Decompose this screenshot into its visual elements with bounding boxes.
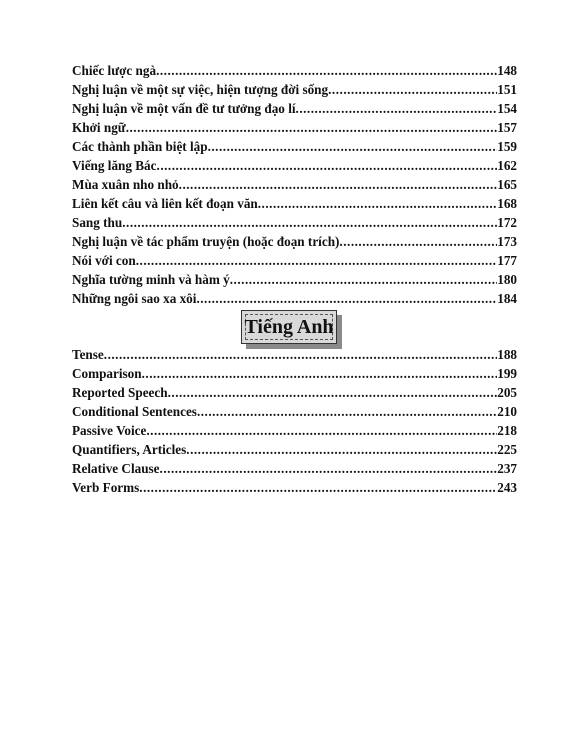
dot-leader [139,480,497,496]
toc-english-list [72,347,517,499]
toc-entry-page: 205 [497,385,517,400]
toc-literature-list [72,63,517,310]
toc-entry [72,215,517,234]
toc-entry [72,423,517,442]
dot-leader [156,63,497,79]
toc-entry [72,442,517,461]
dot-leader [197,404,497,420]
dot-leader [136,253,498,269]
dot-leader [230,272,497,288]
toc-entry-title: Reported Speech [72,385,168,400]
toc-entry-page: 243 [497,480,517,495]
toc-entry [72,120,517,139]
section-heading-face [241,310,337,344]
toc-entry-title: Conditional Sentences [72,404,197,419]
toc-entry [72,404,517,423]
toc-entry-page: 148 [497,63,517,78]
toc-entry [72,480,517,499]
toc-entry [72,272,517,291]
toc-entry-title: Nghị luận về một vấn đề tư tưởng đạo lí [72,101,296,116]
toc-entry-title: Tense [72,347,104,362]
toc-entry [72,347,517,366]
toc-entry-page: 162 [497,158,517,173]
toc-entry-page: 180 [497,272,517,287]
dot-leader [157,158,498,174]
toc-entry-page: 165 [497,177,517,192]
toc-entry-page: 188 [497,347,517,362]
dot-leader [328,82,497,98]
toc-entry-title: Nghĩa tường minh và hàm ý [72,272,230,287]
toc-entry [72,101,517,120]
toc-entry [72,461,517,480]
toc-entry-page: 184 [497,291,517,306]
section-heading: Tiếng Anh [244,315,334,338]
toc-entry-page: 237 [497,461,517,476]
toc-entry-page: 168 [497,196,517,211]
toc-entry-title: Khởi ngữ [72,120,126,135]
toc-entry-page: 177 [497,253,517,268]
toc-entry [72,196,517,215]
dot-leader [122,215,497,231]
toc-entry-title: Chiếc lược ngà [72,63,157,78]
dot-leader [258,196,497,212]
toc-entry [72,253,517,272]
toc-entry-title: Comparison [72,366,142,381]
dot-leader [146,423,497,439]
dot-leader [196,291,497,307]
toc-entry-title: Sang thu [72,215,123,230]
dot-leader [104,347,497,363]
dot-leader [296,101,498,117]
toc-entry-page: 151 [497,82,517,97]
toc-entry-title: Passive Voice [72,423,147,438]
toc-entry [72,82,517,101]
toc-entry-title: Liên kết câu và liên kết đoạn văn [72,196,258,211]
toc-entry-title: Nói với con [72,253,136,268]
toc-entry-title: Quantifiers, Articles [72,442,187,457]
toc-entry [72,63,517,82]
dot-leader [126,120,498,136]
toc-entry-title: Verb Forms [72,480,140,495]
toc-entry-title: Những ngôi sao xa xôi [72,291,197,306]
toc-entry [72,385,517,404]
toc-entry-page: 159 [497,139,517,154]
dot-leader [179,177,498,193]
dot-leader [160,461,498,477]
toc-entry [72,366,517,385]
dot-leader [208,139,498,155]
dot-leader [186,442,497,458]
dot-leader [339,234,497,250]
toc-entry-page: 218 [497,423,517,438]
toc-entry [72,291,517,310]
dot-leader [168,385,498,401]
toc-entry [72,139,517,158]
toc-entry-page: 173 [497,234,517,249]
toc-entry-page: 172 [497,215,517,230]
toc-entry-title: Nghị luận về tác phẩm truyện (hoặc đoạn trích) [72,234,340,249]
toc-entry-title: Relative Clause [72,461,160,476]
toc-entry-title: Các thành phần biệt lập [72,139,208,154]
toc-entry-page: 210 [497,404,517,419]
toc-entry-title: Viếng lăng Bác [72,158,157,173]
toc-entry-page: 199 [497,366,517,381]
toc-entry-page: 154 [497,101,517,116]
section-heading-box [241,310,339,346]
toc-entry-page: 225 [497,442,517,457]
dot-leader [142,366,498,382]
toc-entry [72,177,517,196]
toc-entry-title: Mùa xuân nho nhỏ [72,177,179,192]
toc-entry [72,234,517,253]
toc-entry-page: 157 [497,120,517,135]
toc-entry-title: Nghị luận về một sự việc, hiện tượng đời sống [72,82,329,97]
toc-entry [72,158,517,177]
